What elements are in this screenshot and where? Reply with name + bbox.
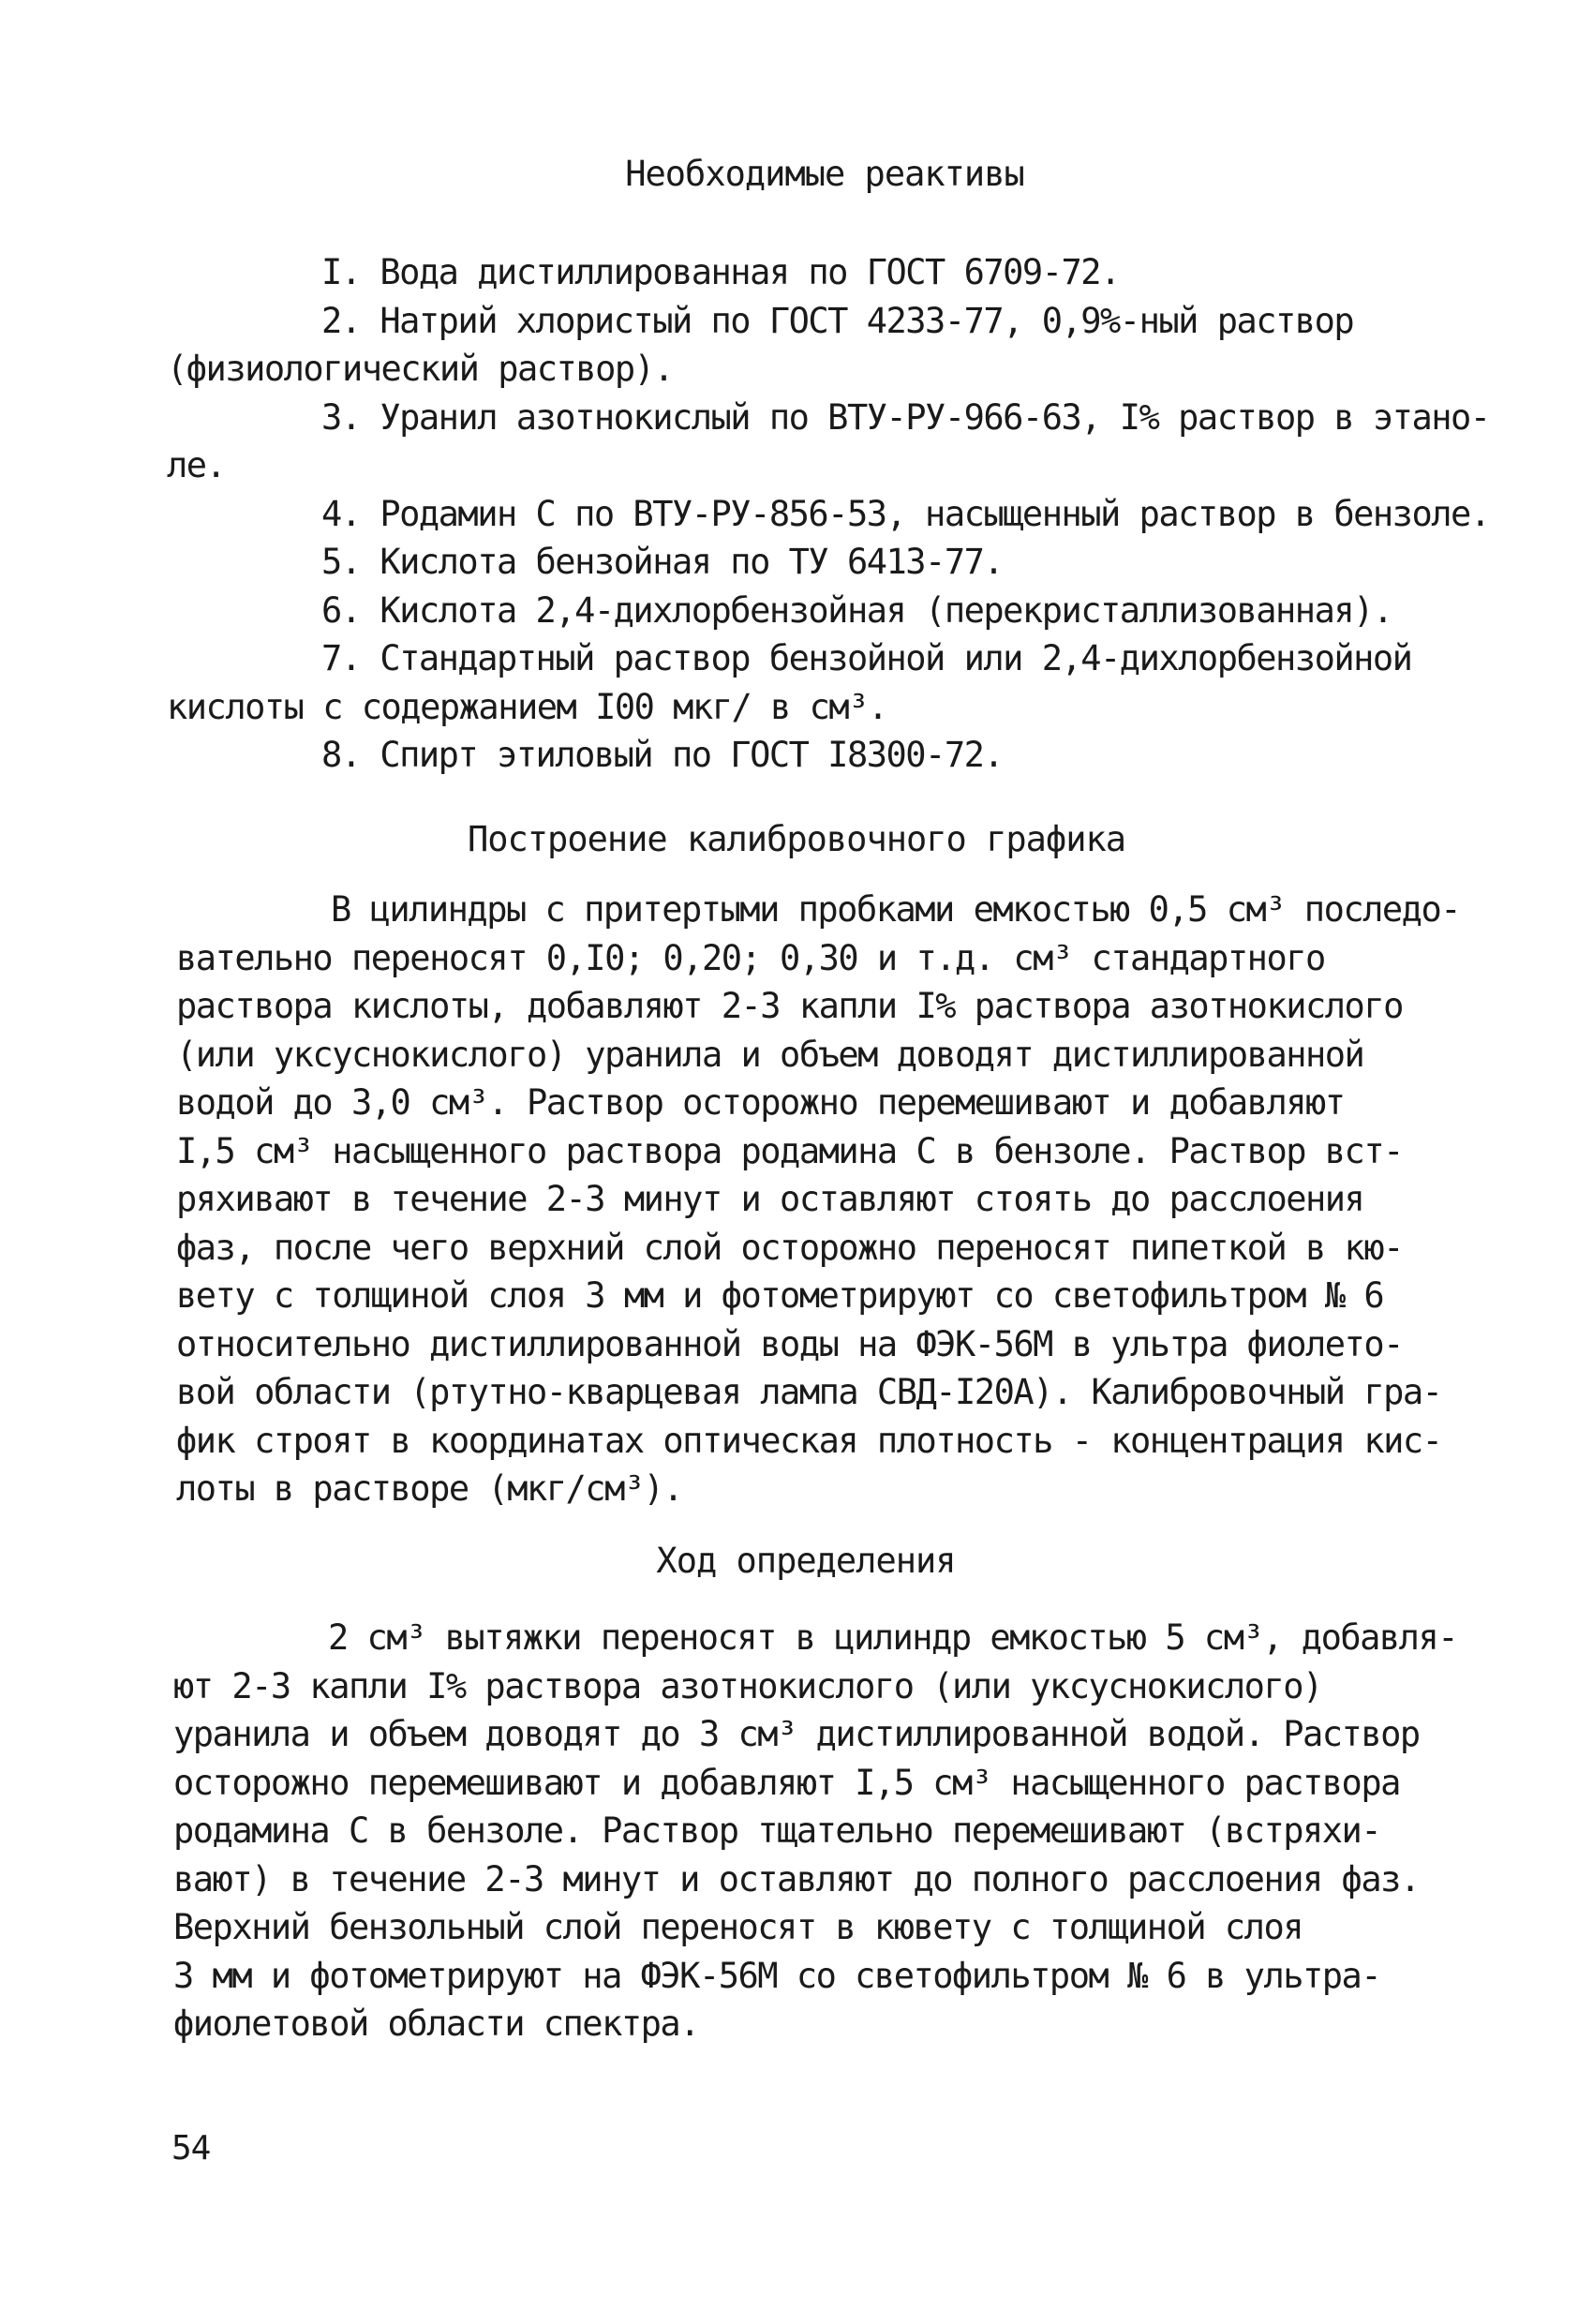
page-number: 54 <box>171 2129 211 2168</box>
reagent-item-4: 4. Родамин С по ВТУ-РУ-856-53, насыщенный раствор в бензоле. <box>321 493 1490 534</box>
procedure-heading: Ход определения <box>656 1541 956 1581</box>
calibration-line-1: В цилиндры с притертыми пробками емкостью 0,5 см³ последо- <box>331 889 1461 930</box>
calibration-paragraph <box>176 886 1461 1513</box>
calibration-line-10: относительно дистиллированной воды на ФЭК-56М в ультра фиолето- <box>176 1323 1403 1364</box>
procedure-line-3: уранила и объем доводят до 3 см³ дистиллированной водой. Раствор <box>173 1714 1420 1754</box>
calibration-line-7: ряхивают в течение 2-3 минут и оставляют стоять до расслоения <box>176 1179 1364 1219</box>
reagent-item-6: 6. Кислота 2,4-дихлорбензойная (перекристаллизованная). <box>321 589 1392 631</box>
calibration-line-13: лоты в растворе (мкг/см³). <box>176 1468 683 1509</box>
reagent-item-7-cont: кислоты с содержанием I00 мкг/ в см³. <box>167 686 887 727</box>
calibration-line-8: фаз, после чего верхний слой осторожно переносят пипеткой в кю- <box>176 1227 1403 1268</box>
reagent-item-1: I. Вода дистиллированная по ГОСТ 6709-72. <box>321 252 1120 292</box>
calibration-line-9: вету с толщиной слоя 3 мм и фотометрируют со светофильтром № 6 <box>176 1275 1384 1316</box>
reagent-item-7: 7. Стандартный раствор бензойной или 2,4-дихлорбензойной <box>321 638 1412 678</box>
calibration-line-4: (или уксуснокислого) уранила и объем доводят дистиллированной <box>176 1034 1364 1075</box>
reagent-item-3-cont: ле. <box>167 445 226 485</box>
procedure-line-2: ют 2-3 капли I% раствора азотнокислого (или уксуснокислого) <box>173 1665 1322 1706</box>
procedure-line-9: фиолетовой области спектра. <box>173 2004 699 2044</box>
calibration-line-2: вательно переносят 0,I0; 0,20; 0,30 и т.д. см³ стандартного <box>176 937 1325 978</box>
procedure-line-4: осторожно перемешивают и добавляют I,5 см³ насыщенного раствора <box>173 1762 1400 1803</box>
reagents-list <box>167 248 1490 780</box>
procedure-line-5: родамина С в бензоле. Раствор тщательно перемешивают (встряхи- <box>173 1810 1381 1851</box>
calibration-line-3: раствора кислоты, добавляют 2-3 капли I% раствора азотнокислого <box>176 986 1403 1026</box>
reagent-item-2: 2. Натрий хлористый по ГОСТ 4233-77, 0,9%-ный раствор <box>321 300 1354 341</box>
reagent-item-2-cont: (физиологический раствор). <box>167 349 674 389</box>
procedure-line-1: 2 см³ вытяжки переносят в цилиндр емкостью 5 см³, добавля- <box>328 1617 1458 1658</box>
calibration-line-5: водой до 3,0 см³. Раствор осторожно перемешивают и добавляют <box>176 1082 1345 1123</box>
procedure-line-6: вают) в течение 2-3 минут и оставляют до полного расслоения фаз. <box>173 1858 1420 1899</box>
reagent-item-5: 5. Кислота бензойная по ТУ 6413-77. <box>321 542 1004 582</box>
calibration-line-12: фик строят в координатах оптическая плотность - концентрация кис- <box>176 1420 1442 1461</box>
procedure-line-7: Верхний бензольный слой переносят в кювету с толщиной слоя <box>173 1907 1303 1947</box>
calibration-line-11: вой области (ртутно-кварцевая лампа СВД-I20А). Калибровочный гра- <box>176 1372 1442 1412</box>
reagents-heading: Необходимые реактивы <box>625 154 1024 194</box>
reagent-item-8: 8. Спирт этиловый по ГОСТ I8300-72. <box>321 735 1004 775</box>
procedure-line-8: 3 мм и фотометрируют на ФЭК-56М со светофильтром № 6 в ультра- <box>173 1955 1381 1996</box>
reagent-item-3: 3. Уранил азотнокислый по ВТУ-РУ-966-63, I% раствор в этано- <box>321 396 1490 438</box>
calibration-heading: Построение калибровочного графика <box>467 819 1126 859</box>
calibration-line-6: I,5 см³ насыщенного раствора родамина С в бензоле. Раствор вст- <box>176 1130 1403 1171</box>
procedure-paragraph <box>173 1614 1458 2048</box>
